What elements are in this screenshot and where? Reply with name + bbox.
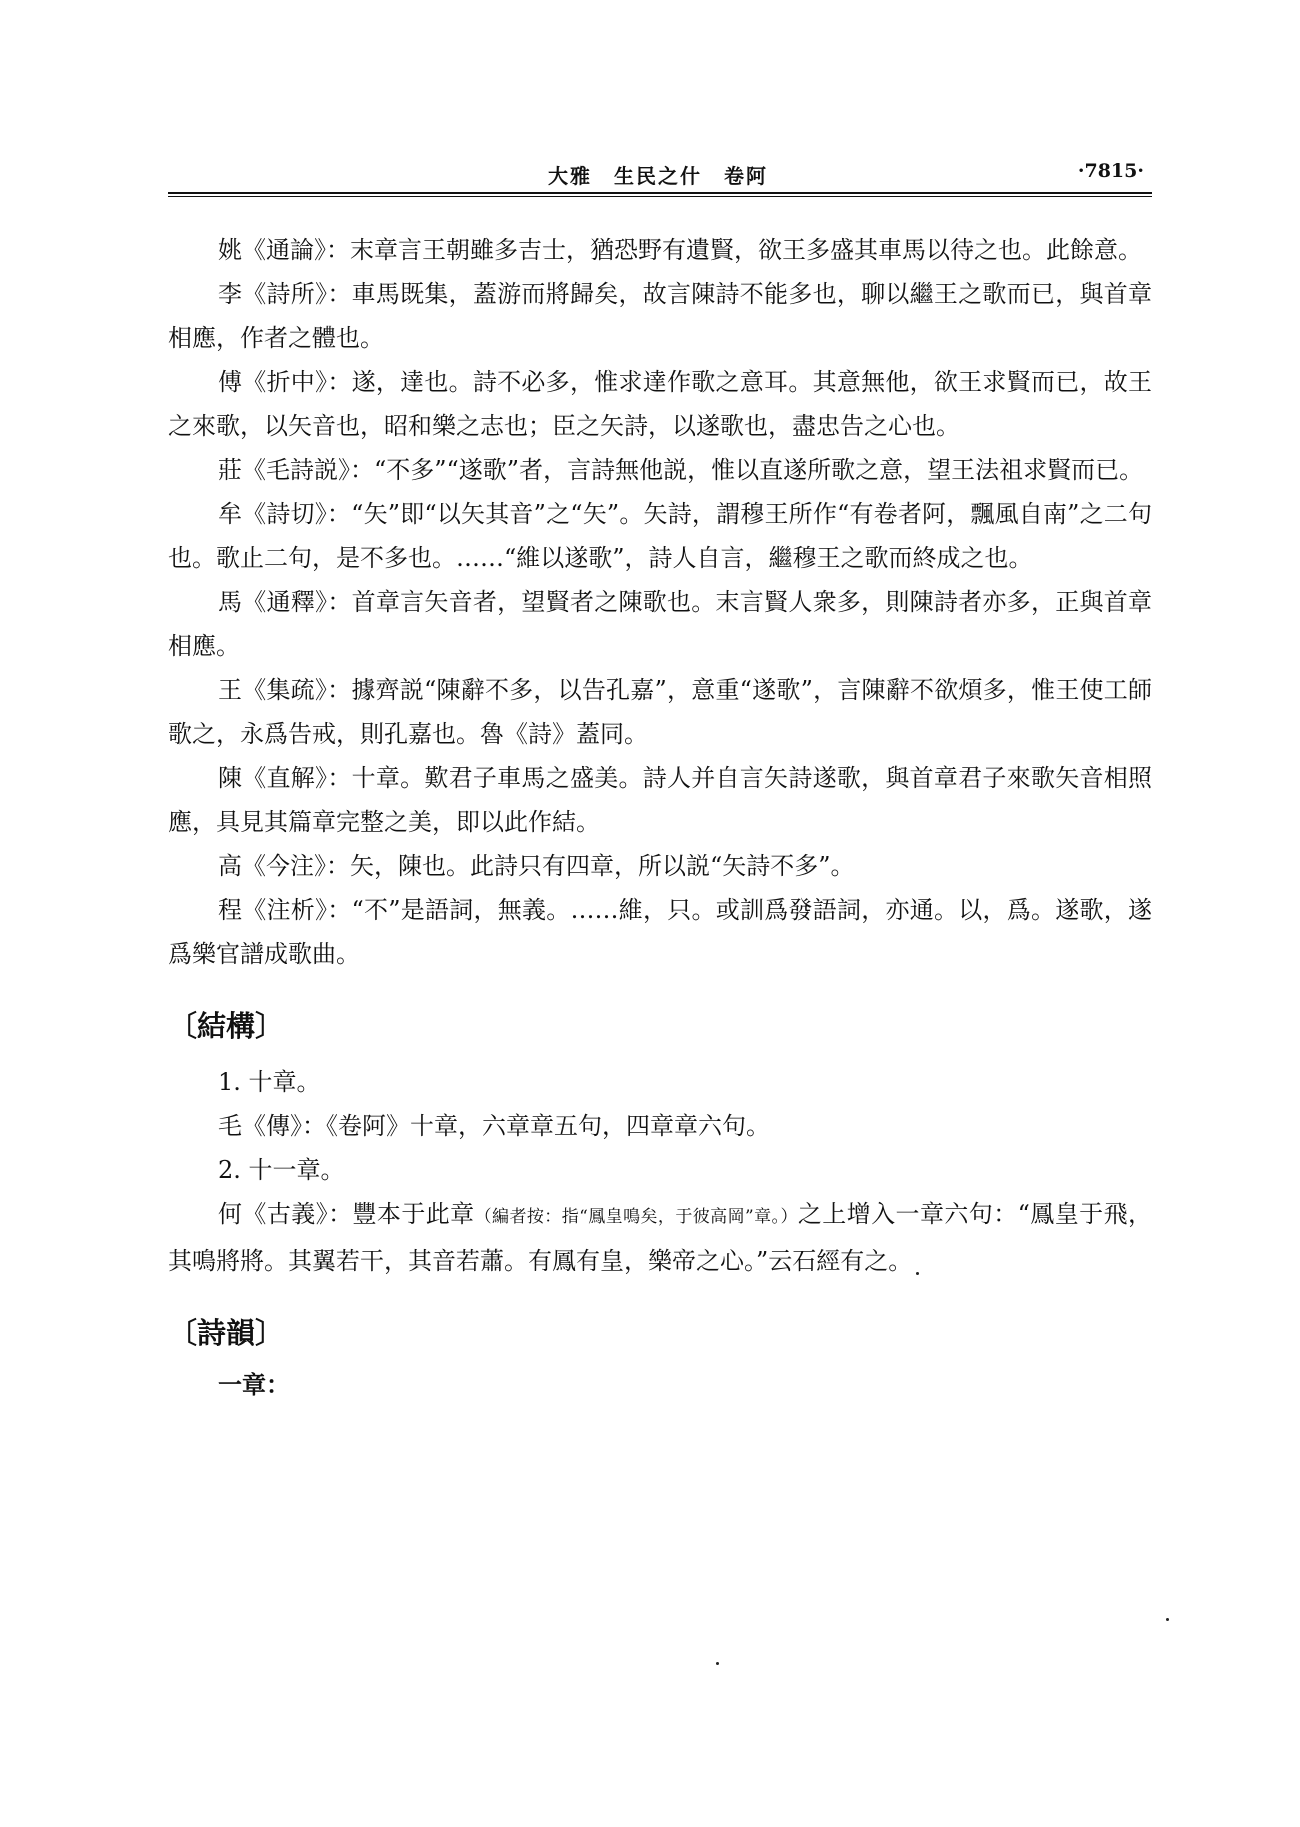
commentary-wang: 王《集疏》：據齊説“陳辭不多，以告孔嘉”，意重“遂歌”，言陳辭不欲煩多，惟王使工師歌之，永爲告戒，則孔嘉也。魯《詩》蓋同。 xyxy=(168,676,1152,748)
commentary-ma: 馬《通釋》：首章言矢音者，望賢者之陳歌也。末言賢人衆多，則陳詩者亦多，正與首章相應。 xyxy=(168,588,1152,660)
scan-speck xyxy=(716,1662,719,1665)
commentary-zhuang: 莊《毛詩説》：“不多”“遂歌”者，言詩無他説，惟以直遂所歌之意，望王法祖求賢而已。 xyxy=(218,456,1144,484)
commentary-fu: 傅《折中》：遂，達也。詩不必多，惟求達作歌之意耳。其意無他，欲王求賢而已，故王之來歌，以矢音也，昭和樂之志也；臣之矢詩，以遂歌也，盡忠告之心也。 xyxy=(168,368,1152,440)
rhyme-heading: 〔詩韻〕 xyxy=(168,1316,285,1350)
structure-heading: 〔結構〕 xyxy=(168,1009,285,1043)
editor-note: （編者按：指“鳳皇鳴矣，于彼高岡”章。） xyxy=(474,1207,798,1227)
commentary-yao: 姚《通論》：末章言王朝雖多吉士，猶恐野有遺賢，欲王多盛其車馬以待之也。此餘意。 xyxy=(218,236,1142,264)
rhyme-chapter-1: 一章： xyxy=(218,1370,290,1399)
structure-item-2-rest: 之上增入一章六句：“鳳皇于飛，其鳴將將。其翼若干，其音若蕭。有鳳有皇，樂帝之心。”云石經有之。 xyxy=(168,1200,1152,1275)
header-rule-thin xyxy=(168,196,1152,197)
structure-item-2-lead: 何《古義》：豐本于此章 xyxy=(218,1200,475,1228)
page-number: ·7815· xyxy=(1077,160,1144,182)
main-text xyxy=(168,228,1152,1407)
commentary-gao: 高《今注》：矢，陳也。此詩只有四章，所以説“矢詩不多”。 xyxy=(218,852,855,880)
structure-item-1: 1. 十章。 xyxy=(218,1068,321,1096)
commentary-mou: 牟《詩切》：“矢”即“以矢其音”之“矢”。矢詩，謂穆王所作“有卷者阿，飄風自南”之二句也。歌止二句，是不多也。……“維以遂歌”，詩人自言，繼穆王之歌而終成之也。 xyxy=(168,500,1152,572)
structure-item-1-text: 毛《傳》：《卷阿》十章，六章章五句，四章章六句。 xyxy=(218,1112,770,1140)
structure-item-2-text xyxy=(168,1192,1152,1283)
commentary-cheng: 程《注析》：“不”是語詞，無義。……維，只。或訓爲發語詞，亦通。以，爲。遂歌，遂爲樂官譜成歌曲。 xyxy=(168,896,1152,968)
structure-item-2: 2. 十一章。 xyxy=(218,1156,345,1184)
header-title: 大雅 生民之什 卷阿 xyxy=(548,164,768,188)
scan-speck xyxy=(1166,1618,1169,1621)
header-rule xyxy=(168,192,1152,194)
scan-speck xyxy=(916,1272,919,1275)
commentary-li: 李《詩所》：車馬既集，蓋游而將歸矣，故言陳詩不能多也，聊以繼王之歌而已，與首章相應，作者之體也。 xyxy=(168,280,1152,352)
running-header xyxy=(168,148,1152,196)
commentary-chen: 陳《直解》：十章。歎君子車馬之盛美。詩人并自言矢詩遂歌，與首章君子來歌矢音相照應，具見其篇章完整之美，即以此作結。 xyxy=(168,764,1152,836)
